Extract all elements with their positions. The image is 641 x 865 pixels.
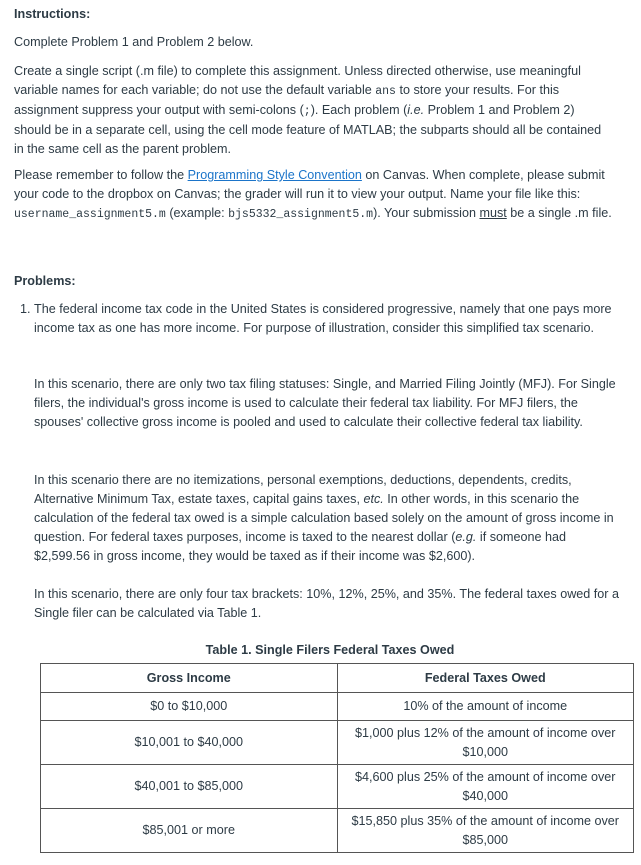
taxes-owed-cell: 10% of the amount of income xyxy=(337,693,634,721)
taxes-owed-cell: $1,000 plus 12% of the amount of income over $10,000 xyxy=(337,721,634,765)
instructions-intro: Complete Problem 1 and Problem 2 below. xyxy=(14,35,254,49)
table-1-single-filers xyxy=(40,663,634,853)
problem-1-paragraph-c: In this scenario, there are only four tax brackets: 10%, 12%, 25%, and 35%. The federal taxes owed for a Single filer can be calculated via Table 1. xyxy=(34,587,620,620)
code-example: bjs5332_assignment5.m xyxy=(228,208,374,221)
problem-1-paragraph-b: In this scenario there are no itemizations, personal exemptions, deductions, dependents, credits, Alternative Minimum Tax, estate taxes, capital gains taxes, etc. In other words, in this scenario the calculation of the federal tax owed is a simple calculation based solely on the amount of gross income in question. For federal taxes purposes, income is taxed to the nearest dollar (e.g. if someone had $2,599.56 in gross income, they would be taxed as if their income was $2,600). xyxy=(34,473,614,563)
emphasis-must: must xyxy=(479,206,507,220)
header-federal-taxes-owed: Federal Taxes Owed xyxy=(337,664,634,693)
table-header-row xyxy=(41,664,634,693)
code-ans: ans xyxy=(375,85,396,98)
header-gross-income: Gross Income xyxy=(41,664,338,693)
taxes-owed-cell: $4,600 plus 25% of the amount of income over $40,000 xyxy=(337,765,634,809)
instructions-heading: Instructions: xyxy=(14,7,91,21)
table-row xyxy=(41,765,634,809)
problems-list xyxy=(14,300,620,338)
table-row xyxy=(41,809,634,853)
table-1-caption: Table 1. Single Filers Federal Taxes Owed xyxy=(205,643,455,657)
gross-income-cell: $85,001 or more xyxy=(41,809,338,853)
code-semicolon: ; xyxy=(303,105,311,118)
taxes-owed-cell: $15,850 plus 35% of the amount of income over $85,000 xyxy=(337,809,634,853)
gross-income-cell: $10,001 to $40,000 xyxy=(41,721,338,765)
gross-income-cell: $40,001 to $85,000 xyxy=(41,765,338,809)
problem-1-intro: The federal income tax code in the United States is considered progressive, namely that one pays more income tax as one has more income. For purpose of illustration, consider this simplified tax scenario. xyxy=(34,302,612,335)
gross-income-cell: $0 to $10,000 xyxy=(41,693,338,721)
programming-style-convention-link[interactable]: Programming Style Convention xyxy=(187,168,362,182)
problem-1-number: 1. xyxy=(20,302,31,316)
problems-heading: Problems: xyxy=(14,274,76,288)
problem-1 xyxy=(14,300,620,338)
problem-1-paragraph-a: In this scenario, there are only two tax filing statuses: Single, and Married Filing Jointly (MFJ). For Single filers, the individual's gross income is used to calculate their federal tax liability. For MFJ filers, the spouses' collective gross income is pooled and used to calculate their collective federal tax liability. xyxy=(34,377,616,429)
table-row xyxy=(41,721,634,765)
instructions-paragraph-2: Please remember to follow the Programming Style Convention on Canvas. When complete, please submit your code to the dropbox on Canvas; the grader will run it to view your output. Name your file like this: username_assignment5.m (example: bjs5332_assignment5.m). Your submission must be a single .m file. xyxy=(14,168,612,221)
instructions-paragraph-1: Create a single script (.m file) to complete this assignment. Unless directed otherwise, use meaningful variable names for each variable; do not use the default variable ans to store your results. For this assignment suppress your output with semi-colons (;). Each problem (i.e. Problem 1 and Problem 2) should be in a separate cell, using the cell mode feature of MATLAB; the subparts should all be contained in the same cell as the parent problem. xyxy=(14,64,602,156)
table-row xyxy=(41,693,634,721)
code-filename: username_assignment5.m xyxy=(14,208,166,221)
